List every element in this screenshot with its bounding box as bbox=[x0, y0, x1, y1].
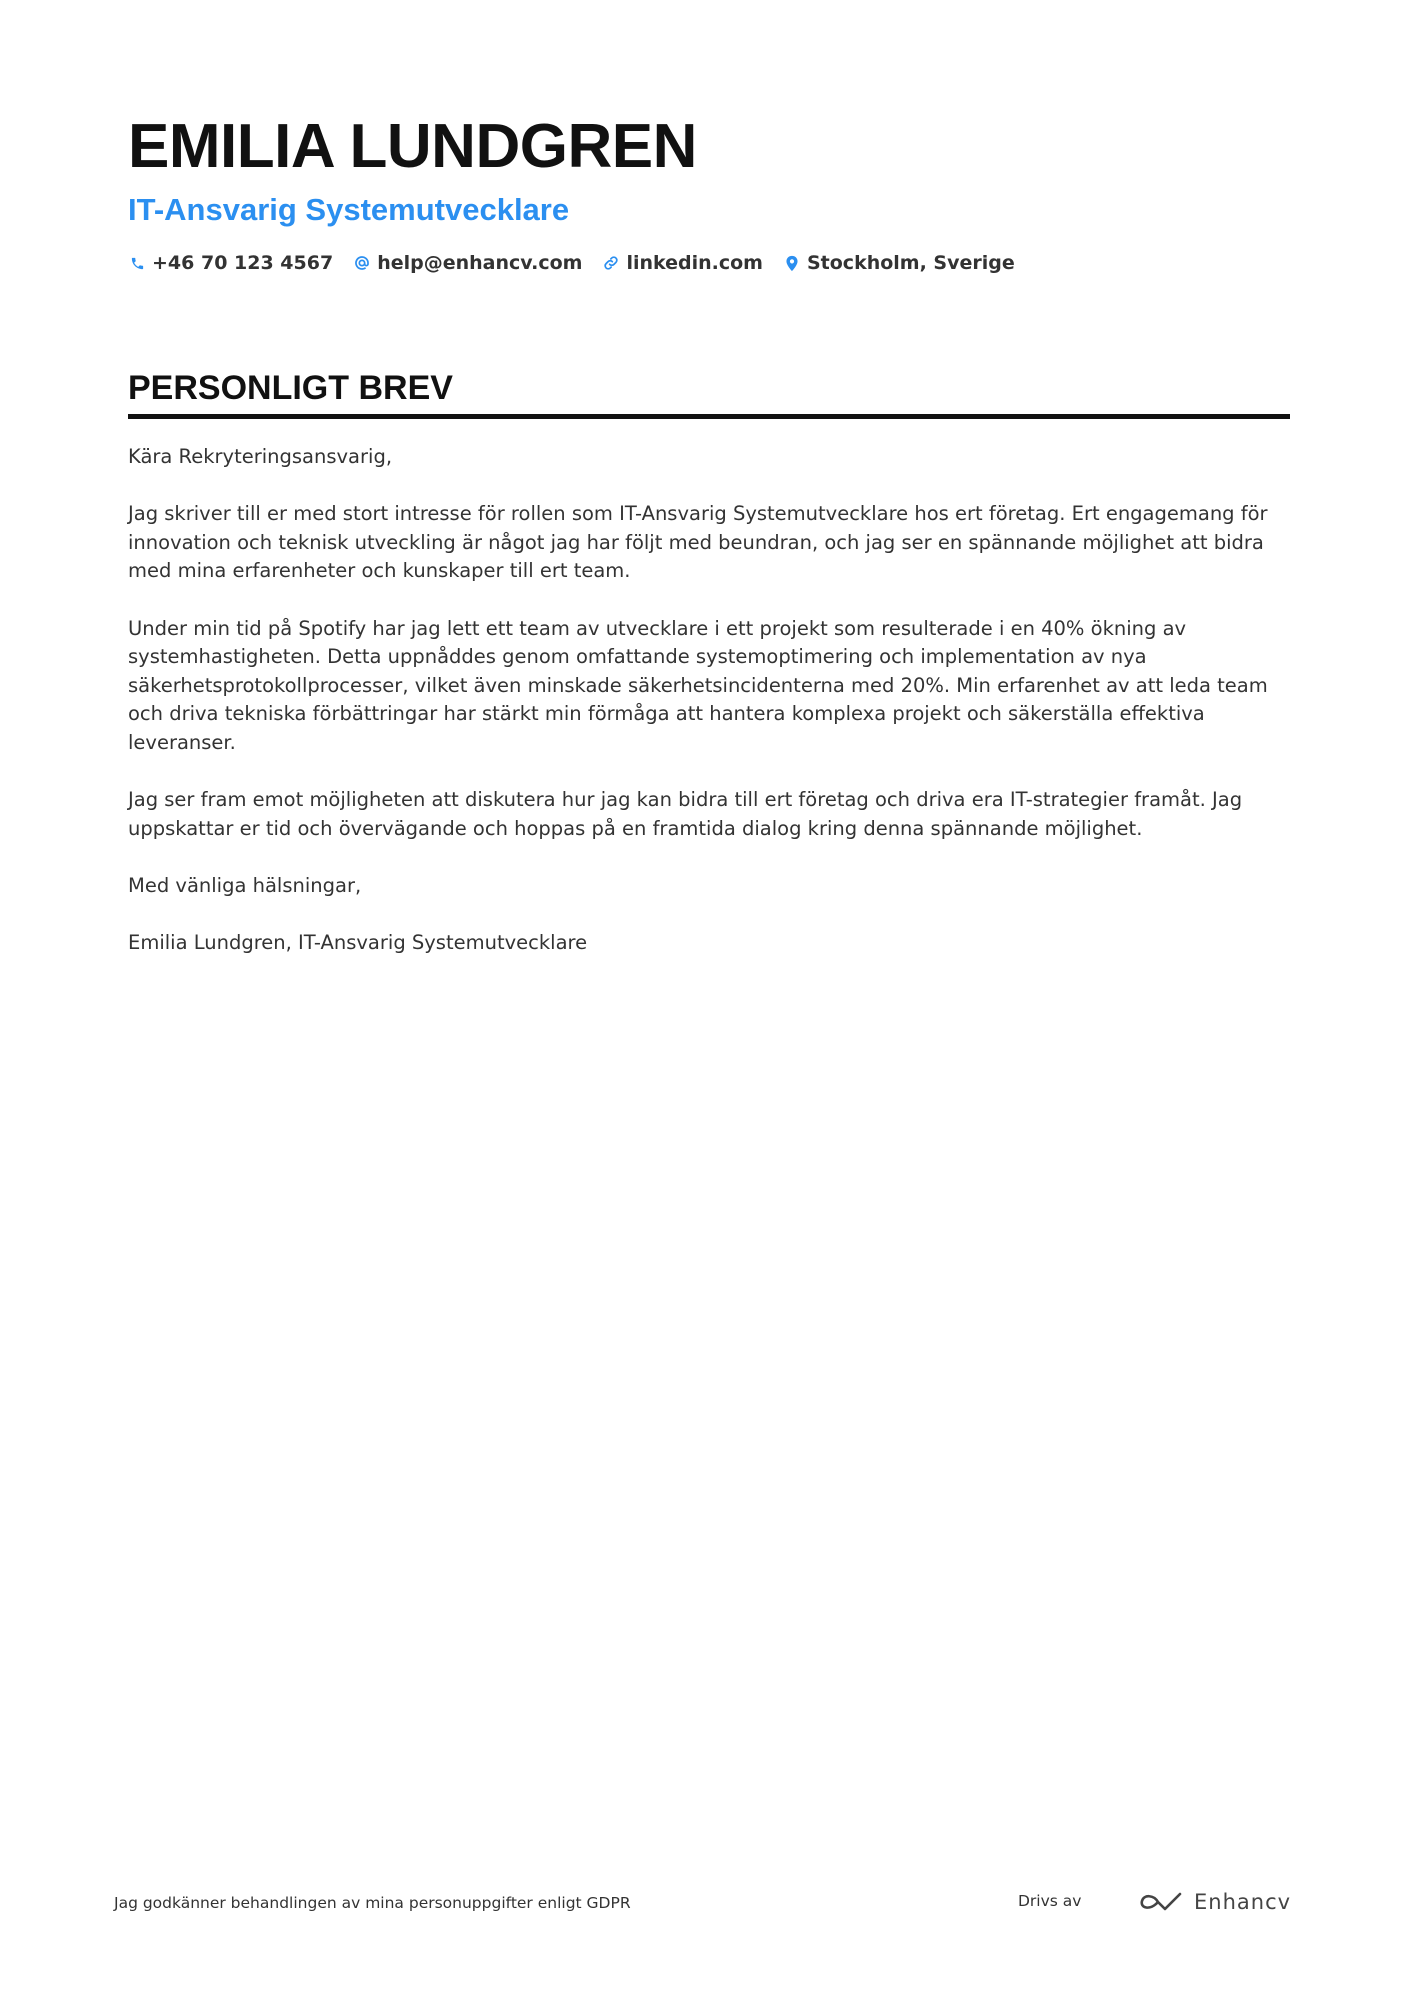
applicant-name: EMILIA LUNDGREN bbox=[128, 112, 697, 181]
phone-icon bbox=[128, 253, 146, 273]
salutation: Kära Rekryteringsansvarig, bbox=[128, 445, 393, 468]
location-text: Stockholm, Sverige bbox=[806, 252, 1015, 274]
contact-linkedin bbox=[602, 252, 763, 274]
cover-letter-section bbox=[128, 368, 1290, 986]
letter-body bbox=[128, 443, 1290, 958]
gdpr-consent: Jag godkänner behandlingen av mina personuppgifter enligt GDPR bbox=[114, 1894, 631, 1912]
powered-by-label: Drivs av bbox=[1018, 1892, 1082, 1910]
section-title: PERSONLIGT BREV bbox=[128, 368, 1290, 419]
contact-phone bbox=[128, 252, 333, 274]
phone-number: +46 70 123 4567 bbox=[152, 252, 334, 274]
closing: Med vänliga hälsningar, bbox=[128, 873, 362, 897]
letter-paragraph: Under min tid på Spotify har jag lett ett team av utvecklare i ett projekt som resulterade i en 40% ökning av systemhastigheten. Detta uppnåddes genom omfattande systemoptimering och implementation av nya säkerhetsprotokollprocesser, vilket även minskade säkerhetsincidenterna med 20%. Min erfarenhet av att leda team och driva tekniska förbättringar har stärkt min förmåga att hantera komplexa projekt och säkerställa effektiva leveranser. bbox=[128, 616, 1268, 754]
job-title: IT-Ansvarig Systemutvecklare bbox=[128, 192, 570, 227]
enhancv-logo-icon bbox=[1138, 1890, 1184, 1914]
at-icon bbox=[353, 253, 371, 273]
contact-location bbox=[783, 252, 1015, 274]
header bbox=[128, 112, 1288, 274]
link-icon bbox=[602, 253, 620, 273]
footer bbox=[114, 1884, 1290, 1924]
email-address: help@enhancv.com bbox=[377, 252, 583, 274]
letter-paragraph: Jag ser fram emot möjligheten att diskutera hur jag kan bidra till ert företag och driva era IT-strategier framåt. Jag uppskattar er tid och övervägande och hoppas på en framtida dialog kring denna spännande möjlighet. bbox=[128, 788, 1243, 840]
contact-list bbox=[128, 252, 1288, 274]
contact-email bbox=[353, 252, 582, 274]
linkedin-link: linkedin.com bbox=[626, 252, 763, 274]
letter-paragraph: Jag skriver till er med stort intresse för rollen som IT-Ansvarig Systemutvecklare hos ert företag. Ert engagemang för innovation och teknisk utveckling är något jag har följt med beundran, och jag ser en spännande möjlighet att bidra med mina erfarenheter och kunskaper till ert team. bbox=[128, 502, 1268, 583]
signature: Emilia Lundgren, IT-Ansvarig Systemutvecklare bbox=[128, 931, 588, 955]
enhancv-logo[interactable] bbox=[1138, 1884, 1291, 1920]
brand-name: Enhancv bbox=[1194, 1890, 1292, 1914]
location-pin-icon bbox=[783, 253, 801, 273]
